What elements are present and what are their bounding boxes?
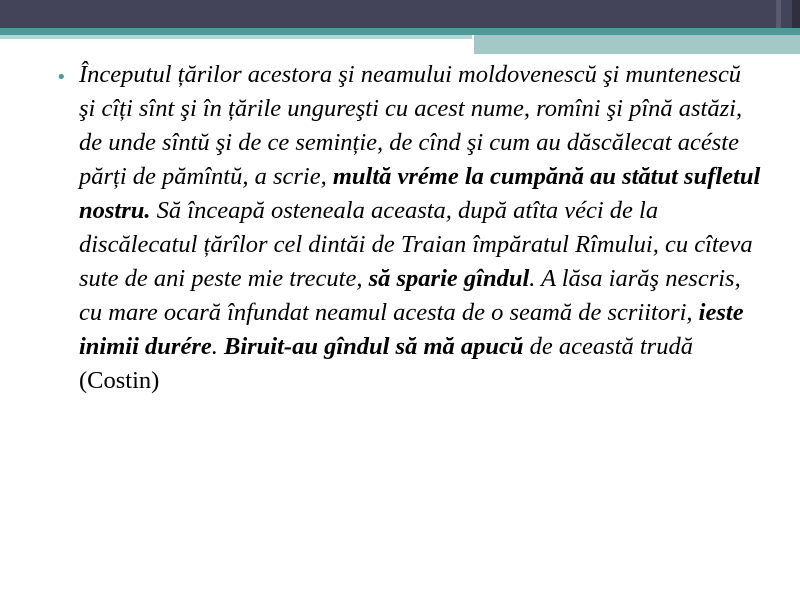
slide-content [52, 58, 762, 398]
bullet-icon: • [56, 67, 67, 88]
emphasis-segment: Biruit-au gîndul să mă apucŭ [223, 333, 524, 360]
text-segment: . A lăsa iarăş nescris, cu mare ocară înfundat neamul acesta de o seamă de scriitori, [79, 265, 741, 326]
emphasis-segment: multă vréme la cumpănă au stătut sufletul nostru. [79, 163, 761, 224]
emphasis-segment: să sparie gîndul [368, 265, 530, 292]
emphasis-segment: ieste inimii durére [79, 299, 744, 360]
text-segment: . [211, 333, 224, 360]
text-segment: de această trudă [523, 333, 693, 360]
header-teal-strip [0, 28, 800, 35]
text-segment: Să înceapă osteneala aceasta, după atîta véci de la discălecatul țărîlor cel dintăi de Traian împăratul Rîmului, cu cîteva sute de ani peste mie trecute, [79, 197, 753, 292]
citation: (Costin) [79, 367, 160, 394]
header-pale-strip [0, 35, 472, 39]
header-pale-block [474, 35, 800, 54]
header-accent-dark [792, 0, 800, 28]
header-band [0, 0, 800, 28]
text-segment: Începutul țărilor acestora şi neamului moldovenescŭ şi muntenescŭ şi cîți sînt şi în țările ungureşti cu acest nume, romîni şi pînă astăzi, de unde sîntŭ şi de ce seminție, de cînd şi cum au dăscălecat acéste părți de pămîntŭ, a scrie, [79, 61, 743, 190]
quote-paragraph [79, 58, 762, 398]
header-accent [776, 0, 781, 28]
